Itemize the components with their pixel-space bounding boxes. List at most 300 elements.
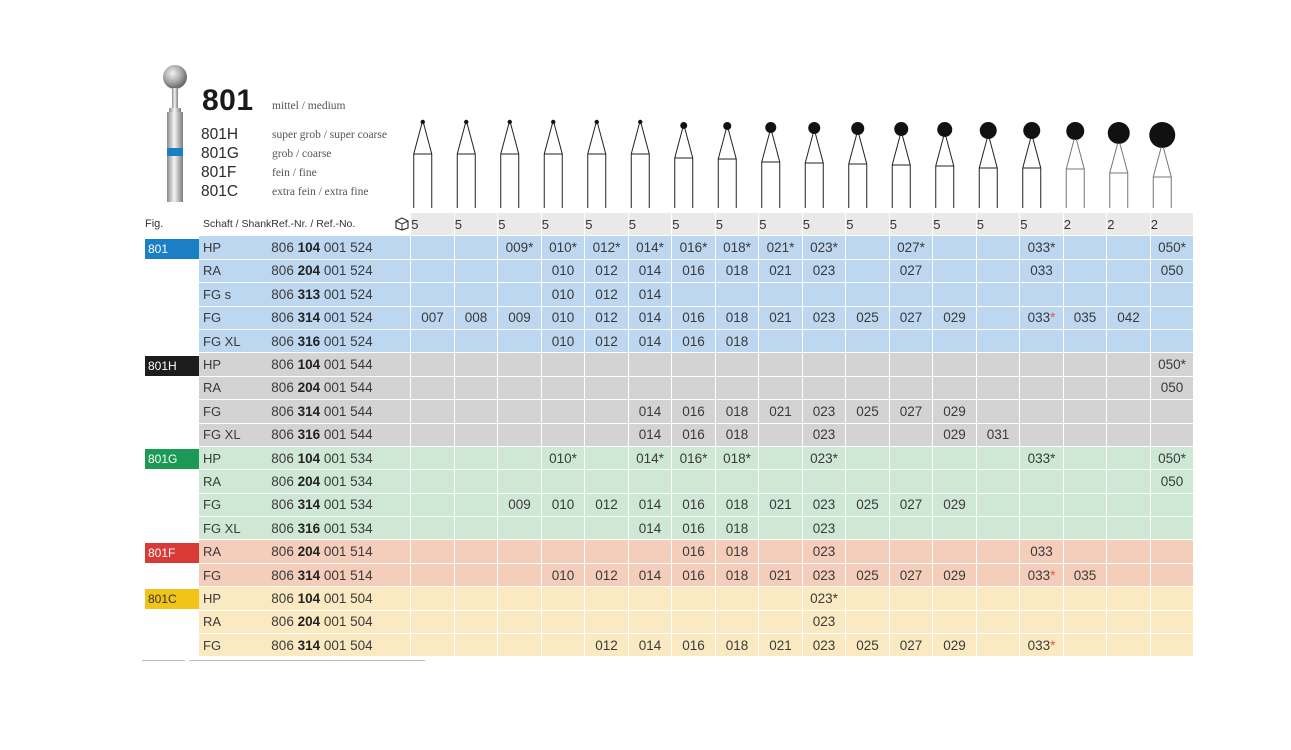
table-row xyxy=(142,307,1193,330)
size-cell xyxy=(976,377,1020,400)
size-cell xyxy=(1150,634,1194,657)
size-cell xyxy=(802,353,846,376)
ref-cell xyxy=(271,470,410,493)
size-cell: 014 xyxy=(628,424,672,447)
size-cell: 018 xyxy=(715,307,759,330)
size-cell: 012 xyxy=(584,260,628,283)
ref-prefix: 806 xyxy=(271,310,294,326)
shank-cell: FG xyxy=(199,307,271,330)
ref-shank-code: 314 xyxy=(297,497,321,513)
size-cell xyxy=(976,470,1020,493)
size-cell xyxy=(454,470,498,493)
ref-suffix: 001 534 xyxy=(323,497,373,513)
package-icon xyxy=(394,217,410,231)
size-cell xyxy=(1106,424,1150,447)
table-row xyxy=(142,494,1193,517)
size-cell xyxy=(1063,611,1107,634)
size-cell xyxy=(454,517,498,540)
burr-shape xyxy=(631,120,649,208)
size-cell xyxy=(497,424,541,447)
size-cell xyxy=(454,400,498,423)
size-cell: 023 xyxy=(802,494,846,517)
size-cell xyxy=(976,611,1020,634)
size-cell xyxy=(1150,283,1194,306)
size-cell xyxy=(758,470,802,493)
size-cell: 014 xyxy=(628,634,672,657)
pack-size: 5 xyxy=(845,213,889,236)
pack-size: 5 xyxy=(454,213,498,236)
burr-shape xyxy=(588,120,606,208)
size-cell xyxy=(758,540,802,563)
size-cell xyxy=(410,236,454,259)
ref-suffix: 001 534 xyxy=(323,520,373,536)
size-cell xyxy=(845,540,889,563)
size-cell xyxy=(1019,400,1063,423)
ref-cell xyxy=(271,236,410,259)
ref-prefix: 806 xyxy=(271,286,294,302)
size-cell: 025 xyxy=(845,564,889,587)
pack-size: 5 xyxy=(628,213,672,236)
size-cell: 050* xyxy=(1150,236,1194,259)
table-row xyxy=(142,587,1193,610)
ref-prefix: 806 xyxy=(271,450,294,466)
size-cell: 012 xyxy=(584,307,628,330)
size-cell: 027 xyxy=(889,494,933,517)
size-cell: 025 xyxy=(845,494,889,517)
table-row xyxy=(142,470,1193,493)
variant-code: 801C xyxy=(201,183,239,200)
size-cell xyxy=(1106,353,1150,376)
size-cell xyxy=(541,353,585,376)
ref-shank-code: 314 xyxy=(297,567,321,583)
size-cell xyxy=(497,470,541,493)
ref-shank-code: 204 xyxy=(297,614,321,630)
size-cell: 012 xyxy=(584,494,628,517)
size-cell: 027* xyxy=(889,236,933,259)
size-cell xyxy=(541,517,585,540)
size-cell: 023 xyxy=(802,564,846,587)
size-cell: 025 xyxy=(845,400,889,423)
size-cell: 023 xyxy=(802,540,846,563)
ref-cell xyxy=(271,260,410,283)
shank-cell: HP xyxy=(199,236,271,259)
ref-prefix: 806 xyxy=(271,567,294,583)
size-cell: 016* xyxy=(671,447,715,470)
variant-code: 801H xyxy=(201,126,239,143)
size-cell xyxy=(1150,400,1194,423)
ref-prefix: 806 xyxy=(271,403,294,419)
ref-prefix: 806 xyxy=(271,380,294,396)
size-cell xyxy=(497,400,541,423)
size-cell xyxy=(454,283,498,306)
table-row xyxy=(142,236,1193,259)
fig-cell xyxy=(142,634,199,657)
size-cell xyxy=(889,424,933,447)
ref-shank-code: 104 xyxy=(297,450,321,466)
size-cell xyxy=(845,587,889,610)
burr-shape xyxy=(936,122,954,208)
size-cell xyxy=(932,470,976,493)
size-cell xyxy=(671,470,715,493)
size-cell xyxy=(976,236,1020,259)
size-cell xyxy=(584,377,628,400)
ref-suffix: 001 514 xyxy=(323,567,373,583)
burr-shape-row xyxy=(401,112,1185,210)
ref-prefix: 806 xyxy=(271,544,294,560)
ref-suffix: 001 544 xyxy=(323,357,373,373)
fig-cell xyxy=(142,540,199,563)
size-cell xyxy=(1150,517,1194,540)
size-cell xyxy=(1063,400,1107,423)
table-row xyxy=(142,260,1193,283)
fig-cell xyxy=(142,307,199,330)
size-cell: 010 xyxy=(541,260,585,283)
ref-suffix: 001 504 xyxy=(323,637,373,653)
size-cell xyxy=(454,236,498,259)
size-cell xyxy=(976,307,1020,330)
size-cell xyxy=(410,283,454,306)
variant-code: 801F xyxy=(201,164,237,181)
size-cell xyxy=(497,447,541,470)
table-row xyxy=(142,634,1193,657)
size-cell: 050 xyxy=(1150,470,1194,493)
size-cell: 018 xyxy=(715,517,759,540)
col-header-fig: Fig. xyxy=(142,213,199,236)
pack-size: 2 xyxy=(1106,213,1150,236)
size-cell xyxy=(932,260,976,283)
fig-cell xyxy=(142,330,199,353)
size-cell: 023* xyxy=(802,447,846,470)
size-cell xyxy=(410,470,454,493)
size-cell xyxy=(889,540,933,563)
table-row xyxy=(142,400,1193,423)
size-cell xyxy=(976,283,1020,306)
size-cell xyxy=(410,447,454,470)
shank-cell: FG s xyxy=(199,283,271,306)
ref-cell xyxy=(271,330,410,353)
size-cell xyxy=(454,260,498,283)
size-cell xyxy=(410,517,454,540)
size-cell xyxy=(976,353,1020,376)
size-cell xyxy=(758,330,802,353)
size-cell: 050* xyxy=(1150,353,1194,376)
col-header-shank: Schaft / Shank xyxy=(199,213,271,236)
size-cell: 016 xyxy=(671,517,715,540)
size-cell xyxy=(932,447,976,470)
size-cell: 050 xyxy=(1150,260,1194,283)
size-cell xyxy=(584,400,628,423)
size-cell xyxy=(1063,353,1107,376)
size-cell xyxy=(497,283,541,306)
size-cell: 027 xyxy=(889,400,933,423)
size-cell xyxy=(889,517,933,540)
ref-prefix: 806 xyxy=(271,333,294,349)
ref-cell xyxy=(271,424,410,447)
size-cell xyxy=(1150,424,1194,447)
variant-desc: super grob / super coarse xyxy=(272,129,387,141)
size-cell xyxy=(1019,494,1063,517)
size-cell xyxy=(802,283,846,306)
fig-cell xyxy=(142,611,199,634)
ref-prefix: 806 xyxy=(271,614,294,630)
ref-cell xyxy=(271,540,410,563)
burr-shape xyxy=(1108,122,1130,208)
size-cell xyxy=(497,540,541,563)
size-cell xyxy=(758,587,802,610)
pack-size: 5 xyxy=(541,213,585,236)
size-cell xyxy=(1106,587,1150,610)
pack-size: 5 xyxy=(889,213,933,236)
size-cell: 027 xyxy=(889,634,933,657)
pack-size: 2 xyxy=(1063,213,1107,236)
size-cell xyxy=(410,377,454,400)
size-cell: 025 xyxy=(845,307,889,330)
size-cell: 029 xyxy=(932,564,976,587)
size-cell xyxy=(889,377,933,400)
size-cell xyxy=(454,494,498,517)
pack-size: 5 xyxy=(671,213,715,236)
size-cell: 010 xyxy=(541,307,585,330)
table-header xyxy=(142,213,1193,236)
col-header-ref xyxy=(271,213,410,236)
size-cell xyxy=(410,540,454,563)
fig-cell xyxy=(142,517,199,540)
size-cell xyxy=(1106,634,1150,657)
size-cell xyxy=(1063,236,1107,259)
col-header-ref-label: Ref.-Nr. / Ref.-No. xyxy=(271,217,356,230)
size-cell xyxy=(758,424,802,447)
shank-cell: RA xyxy=(199,470,271,493)
size-cell xyxy=(845,377,889,400)
fig-badge: 801H xyxy=(145,356,199,376)
size-cell xyxy=(976,447,1020,470)
size-cell xyxy=(758,611,802,634)
size-cell xyxy=(497,587,541,610)
size-cell xyxy=(1106,517,1150,540)
ref-shank-code: 204 xyxy=(297,544,321,560)
table-row xyxy=(142,424,1193,447)
fig-cell xyxy=(142,283,199,306)
size-cell xyxy=(1063,283,1107,306)
size-cell xyxy=(1106,260,1150,283)
size-cell xyxy=(1019,470,1063,493)
size-cell: 016 xyxy=(671,424,715,447)
table-row xyxy=(142,330,1193,353)
size-cell: 012 xyxy=(584,564,628,587)
pack-size: 5 xyxy=(410,213,454,236)
size-cell xyxy=(410,353,454,376)
pack-size: 2 xyxy=(1150,213,1194,236)
size-cell: 033 xyxy=(1019,540,1063,563)
size-cell xyxy=(715,283,759,306)
size-cell xyxy=(410,330,454,353)
size-cell xyxy=(976,517,1020,540)
size-cell xyxy=(889,283,933,306)
size-cell xyxy=(715,377,759,400)
size-cell: 010 xyxy=(541,564,585,587)
size-cell: 033* xyxy=(1019,307,1063,330)
size-cell xyxy=(1106,494,1150,517)
fig-cell xyxy=(142,447,199,470)
ref-suffix: 001 524 xyxy=(323,240,373,256)
burr-shape xyxy=(979,122,997,208)
fig-cell xyxy=(142,377,199,400)
size-cell xyxy=(1019,587,1063,610)
fig-badge: 801C xyxy=(145,589,199,609)
ref-cell xyxy=(271,564,410,587)
size-cell xyxy=(845,260,889,283)
ref-prefix: 806 xyxy=(271,263,294,279)
size-cell: 021 xyxy=(758,260,802,283)
table-row xyxy=(142,353,1193,376)
ref-suffix: 001 544 xyxy=(323,403,373,419)
size-cell xyxy=(410,564,454,587)
size-cell xyxy=(1150,330,1194,353)
size-cell: 018 xyxy=(715,494,759,517)
size-cell xyxy=(1063,540,1107,563)
size-cell: 009 xyxy=(497,307,541,330)
shank-cell: FG XL xyxy=(199,517,271,540)
ref-suffix: 001 524 xyxy=(323,333,373,349)
size-cell: 050 xyxy=(1150,377,1194,400)
fig-cell xyxy=(142,494,199,517)
size-cell: 008 xyxy=(454,307,498,330)
size-cell: 012 xyxy=(584,634,628,657)
shank-cell: FG XL xyxy=(199,330,271,353)
ref-suffix: 001 514 xyxy=(323,544,373,560)
size-cell xyxy=(1019,611,1063,634)
shank-cell: HP xyxy=(199,353,271,376)
size-cell: 031 xyxy=(976,424,1020,447)
ref-prefix: 806 xyxy=(271,473,294,489)
size-cell xyxy=(889,470,933,493)
size-cell: 050* xyxy=(1150,447,1194,470)
size-cell xyxy=(1150,587,1194,610)
size-cell: 009 xyxy=(497,494,541,517)
size-cell xyxy=(932,587,976,610)
burr-shape xyxy=(1023,122,1041,208)
size-cell xyxy=(1063,470,1107,493)
product-table xyxy=(142,213,1193,657)
size-cell: 023 xyxy=(802,517,846,540)
size-cell: 033 xyxy=(1019,260,1063,283)
pack-size: 5 xyxy=(1019,213,1063,236)
ref-shank-code: 314 xyxy=(297,310,321,326)
size-cell: 018 xyxy=(715,540,759,563)
ref-cell xyxy=(271,377,410,400)
ref-shank-code: 104 xyxy=(297,590,321,606)
size-cell: 021 xyxy=(758,400,802,423)
size-cell xyxy=(410,611,454,634)
size-cell: 014 xyxy=(628,400,672,423)
ref-prefix: 806 xyxy=(271,357,294,373)
size-cell xyxy=(1106,377,1150,400)
ref-prefix: 806 xyxy=(271,637,294,653)
size-cell xyxy=(541,587,585,610)
size-cell: 016 xyxy=(671,540,715,563)
size-cell xyxy=(454,540,498,563)
size-cell: 023 xyxy=(802,611,846,634)
product-grade: mittel / medium xyxy=(272,100,346,112)
variant-desc: grob / coarse xyxy=(272,148,332,160)
size-cell: 027 xyxy=(889,307,933,330)
pack-size: 5 xyxy=(932,213,976,236)
size-cell: 016 xyxy=(671,634,715,657)
size-cell xyxy=(1063,447,1107,470)
size-cell xyxy=(758,353,802,376)
ref-prefix: 806 xyxy=(271,427,294,443)
shank-cell: FG xyxy=(199,634,271,657)
ref-cell xyxy=(271,400,410,423)
size-cell: 023 xyxy=(802,634,846,657)
size-cell: 021* xyxy=(758,236,802,259)
size-cell xyxy=(1150,564,1194,587)
size-cell xyxy=(410,587,454,610)
size-cell xyxy=(845,236,889,259)
size-cell xyxy=(1063,424,1107,447)
size-cell: 042 xyxy=(1106,307,1150,330)
size-cell: 018 xyxy=(715,424,759,447)
ref-cell xyxy=(271,353,410,376)
size-cell: 018* xyxy=(715,447,759,470)
fig-cell xyxy=(142,260,199,283)
size-cell xyxy=(1106,611,1150,634)
size-cell xyxy=(845,470,889,493)
size-cell xyxy=(1106,564,1150,587)
size-cell xyxy=(976,634,1020,657)
size-cell xyxy=(758,517,802,540)
size-cell xyxy=(541,470,585,493)
ref-suffix: 001 544 xyxy=(323,427,373,443)
size-cell: 018* xyxy=(715,236,759,259)
size-cell xyxy=(976,330,1020,353)
burr-shape xyxy=(457,120,475,208)
shank-cell: RA xyxy=(199,377,271,400)
size-cell xyxy=(454,634,498,657)
size-cell xyxy=(671,611,715,634)
size-cell: 033* xyxy=(1019,447,1063,470)
size-cell: 029 xyxy=(932,634,976,657)
shank-cell: HP xyxy=(199,447,271,470)
size-cell: 029 xyxy=(932,400,976,423)
size-cell xyxy=(1019,283,1063,306)
size-cell: 010* xyxy=(541,447,585,470)
size-cell xyxy=(1019,330,1063,353)
fig-badge: 801G xyxy=(145,449,199,469)
size-cell xyxy=(541,424,585,447)
size-cell xyxy=(410,424,454,447)
size-cell xyxy=(410,260,454,283)
size-cell xyxy=(1063,377,1107,400)
size-cell xyxy=(410,400,454,423)
size-cell xyxy=(1150,307,1194,330)
size-cell xyxy=(628,611,672,634)
size-cell xyxy=(889,447,933,470)
size-cell xyxy=(1106,283,1150,306)
size-cell xyxy=(976,260,1020,283)
burr-shape xyxy=(849,122,867,208)
ref-suffix: 001 504 xyxy=(323,590,373,606)
size-cell xyxy=(1150,611,1194,634)
burr-shape xyxy=(414,120,432,208)
pack-size: 5 xyxy=(497,213,541,236)
size-cell: 010 xyxy=(541,494,585,517)
size-cell: 016 xyxy=(671,330,715,353)
size-cell: 012 xyxy=(584,330,628,353)
size-cell xyxy=(932,330,976,353)
shank-cell: FG XL xyxy=(199,424,271,447)
fig-cell xyxy=(142,236,199,259)
